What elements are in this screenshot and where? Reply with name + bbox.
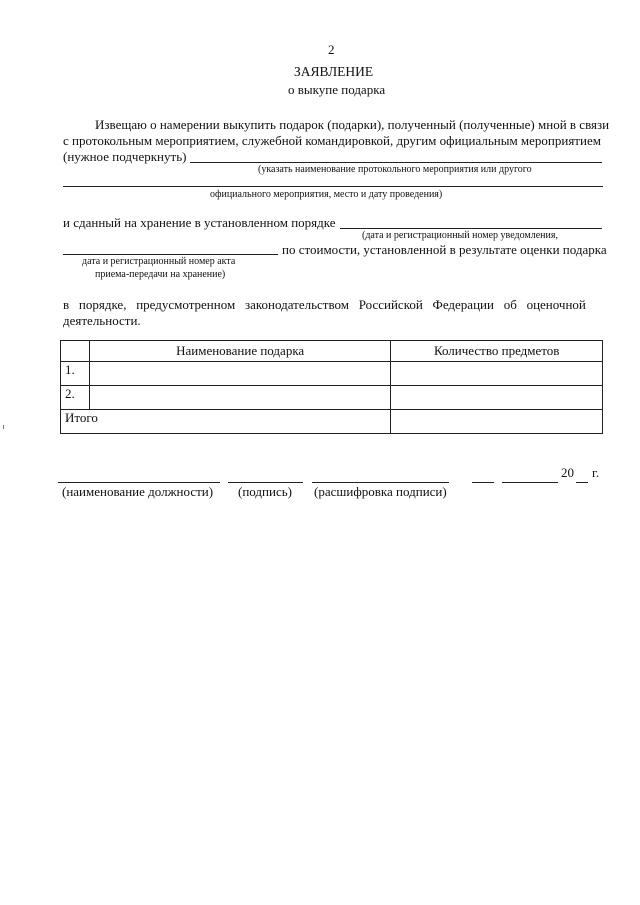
gift-qty-cell[interactable]: [391, 362, 603, 386]
para2-line2: по стоимости, установленной в результате оценки подарка: [282, 242, 607, 257]
para3-line2: деятельности.: [63, 313, 141, 328]
para1-line3: (нужное подчеркнуть): [63, 149, 187, 164]
position-line[interactable]: [58, 482, 220, 483]
event-details-line: [63, 186, 603, 187]
signature-caption: (подпись): [238, 484, 292, 499]
event-details-hint: официального мероприятия, место и дату проведения): [210, 189, 443, 200]
notification-line: [340, 228, 602, 229]
para3-line1: в порядке, предусмотренном законодательством Российской Федерации об оценочной: [63, 297, 586, 312]
para2-line1: и сданный на хранение в установленном порядке: [63, 215, 336, 230]
total-label: Итого: [61, 410, 391, 434]
year-suffix: г.: [592, 465, 600, 480]
page-number: 2: [328, 42, 335, 57]
event-name-line: [190, 162, 602, 163]
table-row: [61, 362, 603, 386]
table-total-row: [61, 410, 603, 434]
gift-qty-cell[interactable]: [391, 386, 603, 410]
decoding-caption: (расшифровка подписи): [314, 484, 447, 499]
table-header-num: [61, 341, 90, 362]
act-hint-2: приема-передачи на хранение): [95, 269, 226, 280]
act-hint-1: дата и регистрационный номер акта: [82, 256, 236, 267]
date-month-line[interactable]: [502, 482, 558, 483]
date-day-line[interactable]: [472, 482, 494, 483]
gift-name-cell[interactable]: [89, 386, 390, 410]
table-header-name: Наименование подарка: [89, 341, 390, 362]
total-qty-cell[interactable]: [391, 410, 603, 434]
signature-line[interactable]: [228, 482, 303, 483]
act-line: [63, 254, 278, 255]
decoding-line[interactable]: [312, 482, 449, 483]
date-year-line[interactable]: [576, 482, 588, 483]
notification-hint: (дата и регистрационный номер уведомления,: [362, 230, 558, 241]
year-prefix: 20: [561, 465, 574, 480]
scan-artifact: [3, 425, 4, 429]
table-header-qty: Количество предметов: [391, 341, 603, 362]
event-name-hint: (указать наименование протокольного мероприятия или другого: [258, 164, 532, 175]
document-title: ЗАЯВЛЕНИЕ: [294, 64, 374, 79]
table-header-row: [61, 341, 603, 362]
document-subtitle: о выкупе подарка: [288, 82, 386, 97]
gift-name-cell[interactable]: [89, 362, 390, 386]
row-number: 1.: [61, 362, 90, 386]
para1-line2: с протокольным мероприятием, служебной командировкой, другим официальным мероприятием: [63, 133, 601, 148]
row-number: 2.: [61, 386, 90, 410]
para1-line1: Извещаю о намерении выкупить подарок (подарки), полученный (полученные) мной в связи: [95, 117, 610, 132]
position-caption: (наименование должности): [62, 484, 214, 499]
table-row: [61, 386, 603, 410]
gifts-table: [60, 340, 603, 434]
